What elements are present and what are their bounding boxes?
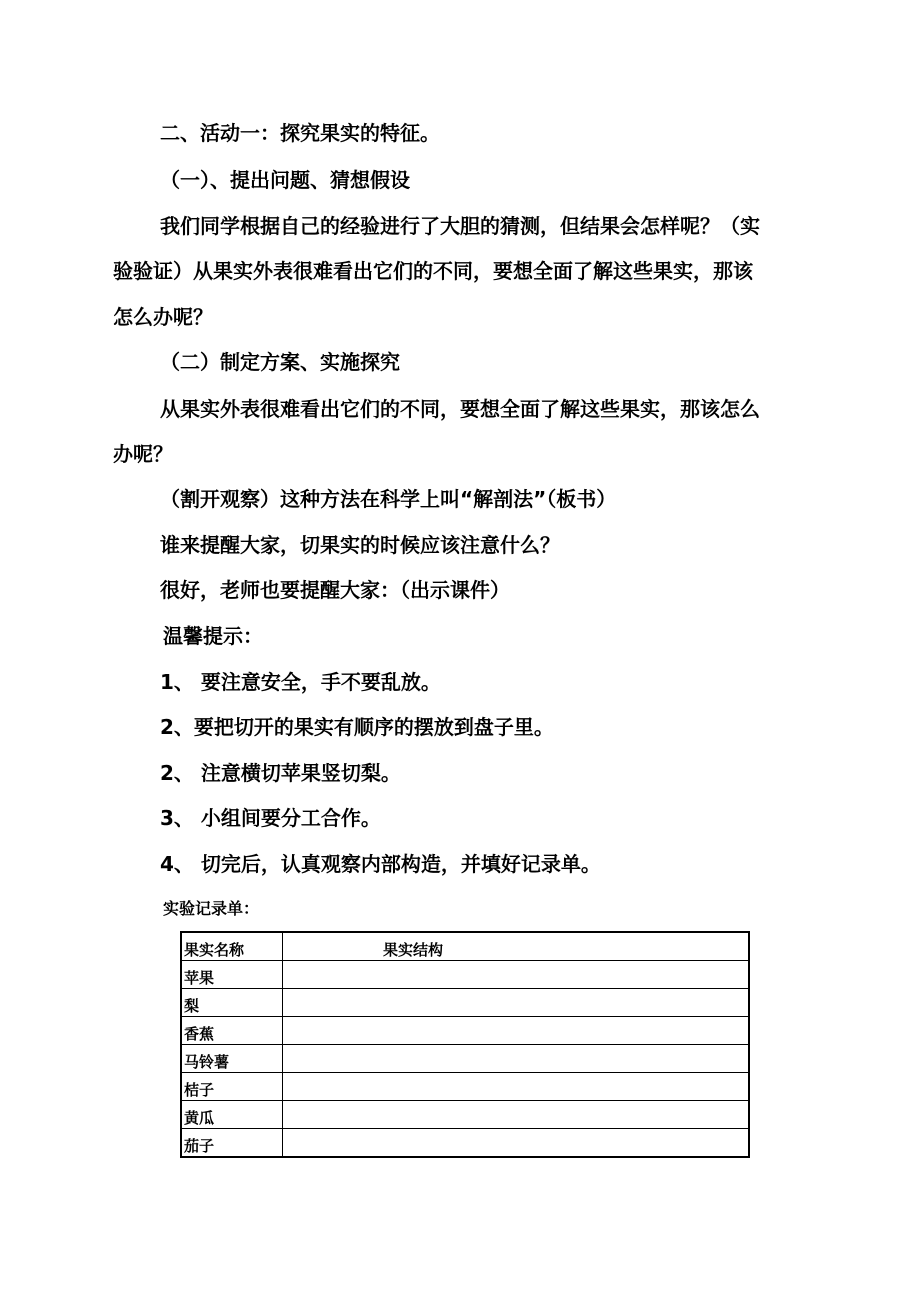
- subheading-question: （一）、提出问题、猜想假设: [160, 168, 410, 192]
- fruit-name-cell: 马铃薯: [181, 1045, 283, 1073]
- table-row: [181, 1017, 749, 1045]
- structure-cell[interactable]: [283, 1129, 750, 1158]
- table-row: [181, 1101, 749, 1129]
- teacher-reminder-line: 很好，老师也要提醒大家：（出示课件）: [160, 578, 510, 602]
- structure-cell[interactable]: [283, 961, 750, 989]
- table-row: [181, 1045, 749, 1073]
- paragraph-1-line-3: 怎么办呢？: [113, 305, 213, 329]
- fruit-name-cell: 茄子: [181, 1129, 283, 1158]
- activity-heading: 二、活动一：探究果实的特征。: [160, 121, 440, 145]
- structure-cell[interactable]: [283, 989, 750, 1017]
- tip-item: 4、 切完后，认真观察内部构造，并填好记录单。: [160, 852, 601, 876]
- table-header-row: [181, 932, 749, 961]
- paragraph-1-line-2: 验验证）从果实外表很难看出它们的不同，要想全面了解这些果实，那该: [113, 259, 753, 283]
- fruit-name-cell: 桔子: [181, 1073, 283, 1101]
- paragraph-2-line-2: 办呢？: [113, 442, 173, 466]
- safety-question-line: 谁来提醒大家，切果实的时候应该注意什么？: [160, 533, 560, 557]
- tip-item: 2、要把切开的果实有顺序的摆放到盘子里。: [160, 715, 554, 739]
- structure-cell[interactable]: [283, 1017, 750, 1045]
- fruit-name-cell: 香蕉: [181, 1017, 283, 1045]
- fruit-name-cell: 黄瓜: [181, 1101, 283, 1129]
- tip-item: 2、 注意横切苹果竖切梨。: [160, 761, 401, 785]
- paragraph-1-line-1: 我们同学根据自己的经验进行了大胆的猜测，但结果会怎样呢？（实: [160, 214, 760, 238]
- fruit-name-cell: 苹果: [181, 961, 283, 989]
- table-row: [181, 961, 749, 989]
- tip-item: 3、 小组间要分工合作。: [160, 806, 381, 830]
- tip-item: 1、 要注意安全，手不要乱放。: [160, 670, 441, 694]
- header-fruit-structure: 果实结构: [283, 932, 750, 961]
- structure-cell[interactable]: [283, 1101, 750, 1129]
- header-fruit-name: 果实名称: [181, 932, 283, 961]
- table-row: [181, 1073, 749, 1101]
- record-sheet-title: 实验记录单：: [163, 899, 260, 918]
- table-row: [181, 1129, 749, 1158]
- structure-cell[interactable]: [283, 1045, 750, 1073]
- structure-cell[interactable]: [283, 1073, 750, 1101]
- tips-title: 温馨提示：: [163, 624, 263, 648]
- record-table: [180, 931, 750, 1158]
- table-row: [181, 989, 749, 1017]
- fruit-name-cell: 梨: [181, 989, 283, 1017]
- subheading-plan: （二）制定方案、实施探究: [160, 350, 400, 374]
- dissection-method-line: （割开观察）这种方法在科学上叫“解剖法”（板书）: [160, 487, 617, 511]
- paragraph-2-line-1: 从果实外表很难看出它们的不同，要想全面了解这些果实，那该怎么: [160, 397, 760, 421]
